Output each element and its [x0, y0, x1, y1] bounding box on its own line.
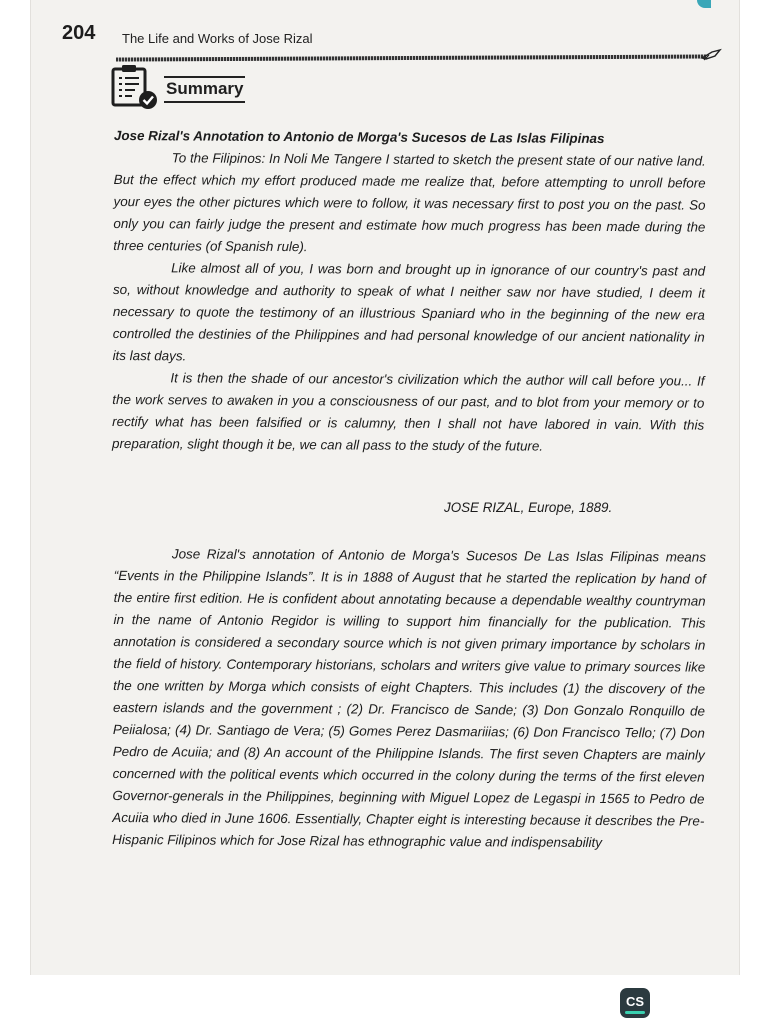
quote-title: Jose Rizal's Annotation to Antonio de Morga's Sucesos de Las Islas Filipinas	[113, 127, 605, 146]
running-title: The Life and Works of Jose Rizal	[122, 31, 313, 46]
summary-label: Summary	[164, 76, 245, 103]
quill-pen-icon	[700, 48, 722, 62]
page-number: 204	[62, 22, 96, 44]
quote-signature: JOSE RIZAL, Europe, 1889.	[444, 500, 613, 515]
quote-paragraph: To the Filipinos: In Noli Me Tangere I started to sketch the present state of our native land. But the effect which my effort produced made me realize that, before attempting to unroll before your eyes the other pictures which were to follow, it was necessary first to post you on the past. So only you can fairly judge the present and estimate how much progress has been made during the three centuries (of Spanish rule).	[113, 150, 706, 255]
quote-section	[112, 125, 706, 459]
page-corner-tab	[697, 0, 711, 8]
camscanner-logo-text: CS	[625, 993, 645, 1009]
camscanner-logo	[620, 988, 650, 1018]
body-paragraph: Jose Rizal's annotation of Antonio de Morga's Sucesos De Las Islas Filipinas means “Events in the Philippine Islands”. It is in 1888 of August that he started the replication by hand of the entire first edition. He is confident about annotating because a dependable wealthy countryman in the name of Antonio Regidor is willing to support him financially for the publication. This annotation is considered a secondary source which is not given primary importance by scholars in the field of history. Contemporary historians, scholars and writers give value to primary sources like the one written by Morga which consists of eight Chapters. This includes (1) the discovery of the eastern islands and the government ; (2) Dr. Francisco de Sande; (3) Don Gonzalo Ronquillo de Peiialosa; (4) Dr. Santiago de Vera; (5) Gomes Perez Dasmariiias; (6) Don Francisco Tello; (7) Don Pedro de Acuiia; and (8) An account of the Philippine Islands. The first seven Chapters are mainly concerned with the political events which occurred in the colony during the terms of the first eleven Governor-generals in the Philippines, beginning with Miguel Lopez de Legaspi in 1565 to Pedro de Acuiia who died in June 1606. Essentially, Chapter eight is interesting because it describes the Pre-Hispanic Filipinos which for Jose Rizal has ethnographic value and indispensability	[112, 546, 706, 850]
page-header	[62, 22, 722, 44]
quote-paragraph: Like almost all of you, I was born and brought up in ignorance of our country's past and so, without knowledge and authority to speak of what I neither saw nor have studied, I deem it necessary to quote the testimony of an illustrious Spaniard who in the beginning of the new era controlled the destinies of the Philippines and had personal knowledge of our ancient nationality in its last days.	[112, 260, 706, 364]
clipboard-checklist-icon	[110, 64, 160, 110]
camscanner-logo-bar	[625, 1011, 645, 1014]
quote-paragraph: It is then the shade of our ancestor's civilization which the author will call before you... If the work serves to awaken in you a consciousness of our past, and to blot from your memory or to rectify what has been falsified or is calumny, then I shall not have labored in vain. With this preparation, slight though it be, we can all pass to the study of the future.	[112, 370, 705, 454]
summary-heading	[110, 64, 260, 110]
body-section	[112, 543, 706, 855]
